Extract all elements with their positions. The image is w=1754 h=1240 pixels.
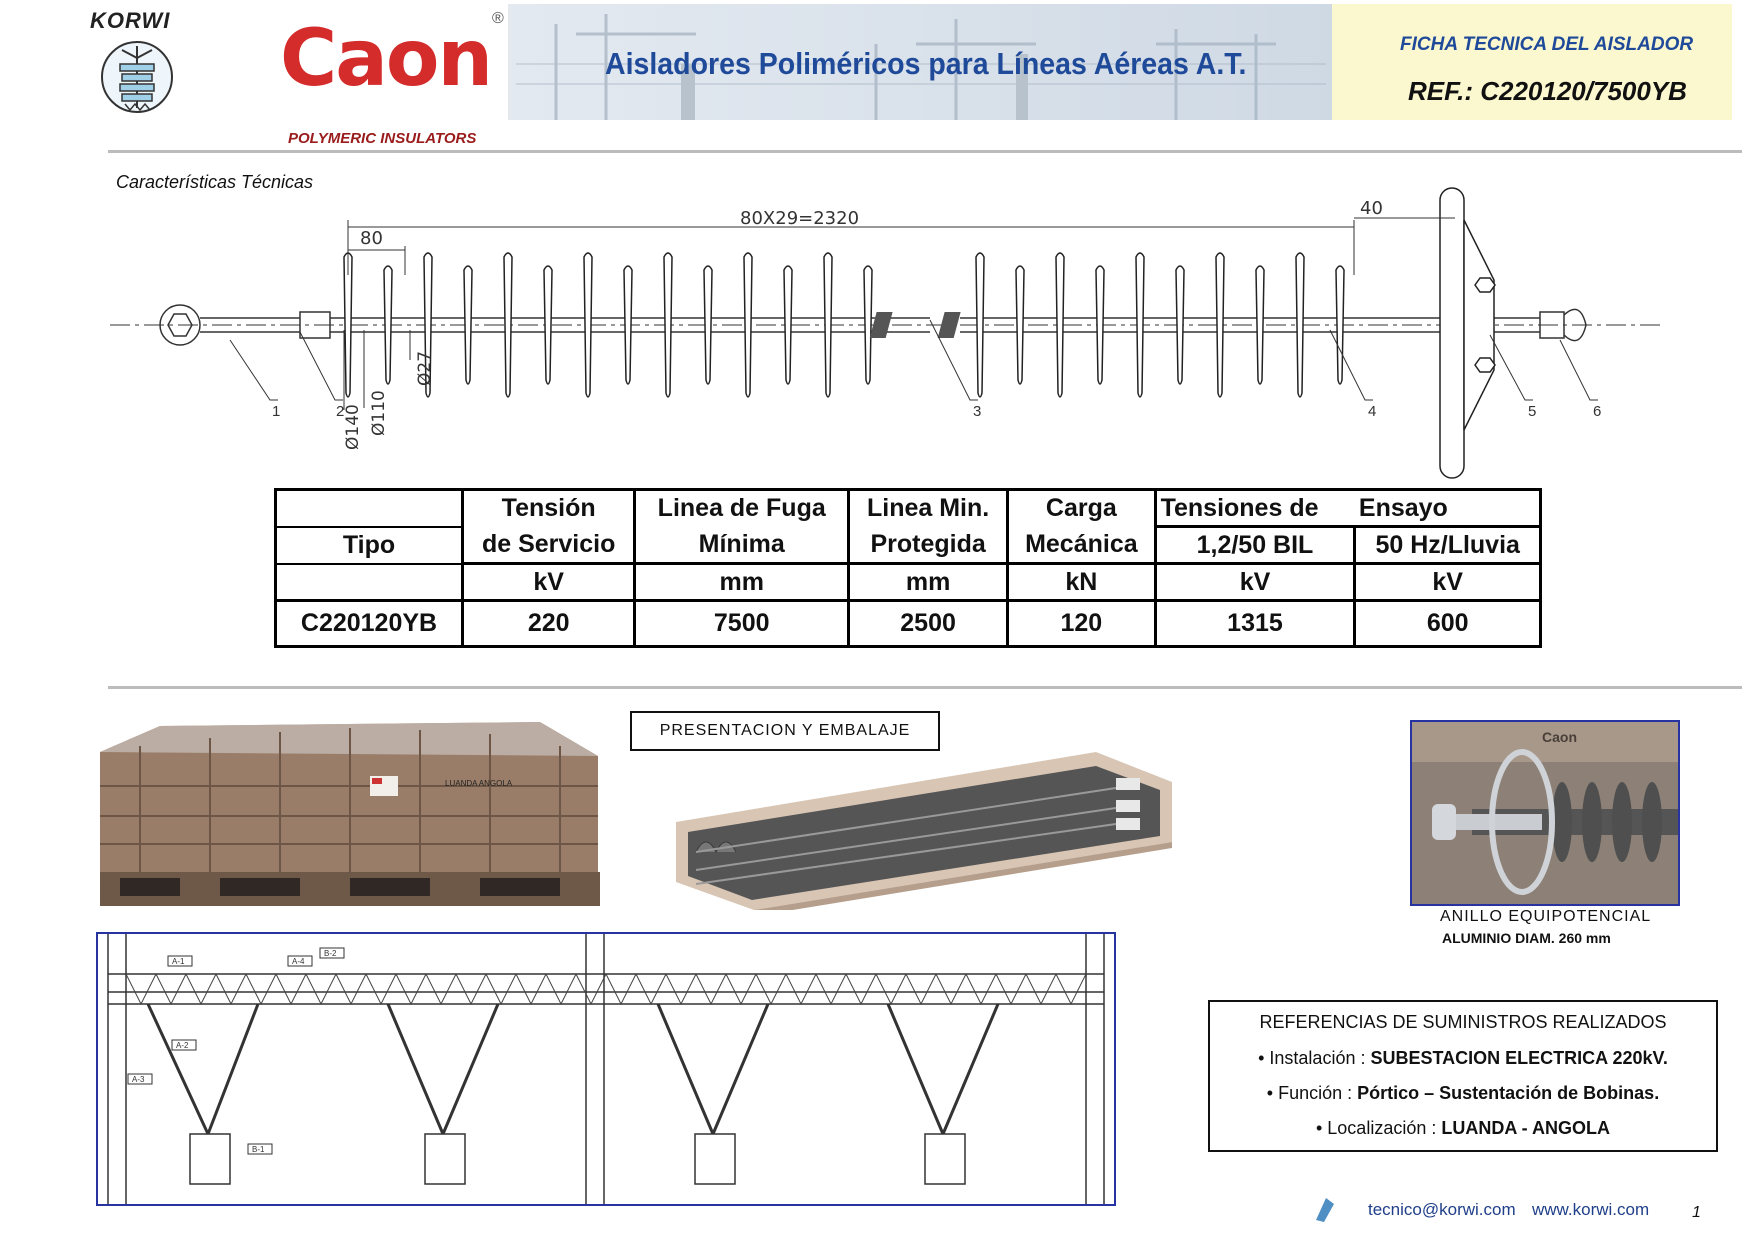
referencias-box: [1208, 1000, 1718, 1152]
shed: [704, 266, 712, 384]
tag-a2: A-2: [176, 1041, 189, 1050]
th-fuga-unit: mm: [635, 564, 849, 601]
callout-4: 4: [1368, 403, 1377, 420]
th-ensayo-a: Tensiones de: [1155, 490, 1355, 527]
th-bil: 1,2/50 BIL: [1155, 527, 1355, 564]
th-blank: [276, 490, 463, 527]
callout-3: 3: [973, 403, 982, 420]
truss-lattice: [126, 974, 1086, 1004]
ring-caption-2: ALUMINIO DIAM. 260 mm: [1442, 930, 1611, 946]
th-min-2: Protegida: [849, 527, 1008, 564]
middle-divider: [108, 686, 1742, 689]
insulator-drawing: [100, 180, 1660, 480]
page-title: Aisladores Poliméricos para Líneas Aéreas A.T.: [605, 46, 1247, 81]
l2-label: • Función :: [1266, 1083, 1358, 1103]
tag-a4: A-4: [292, 957, 305, 966]
ring-caption-1: ANILLO EQUIPOTENCIAL: [1440, 908, 1652, 925]
shed: [1056, 253, 1064, 397]
referencias-line-2: [1210, 1083, 1716, 1104]
th-min: Linea Min.: [849, 490, 1008, 527]
crate-photo: [676, 752, 1206, 910]
tag-b2: B-2: [324, 949, 337, 958]
shed: [1176, 266, 1184, 384]
th-tension-2: de Servicio: [463, 527, 635, 564]
l1-label: • Instalación :: [1258, 1048, 1371, 1068]
shed: [504, 253, 512, 397]
svg-text:Caon: Caon: [1542, 729, 1577, 745]
shed: [1216, 253, 1224, 397]
shed: [664, 253, 672, 397]
l1-value: SUBESTACION ELECTRICA 220kV.: [1370, 1048, 1668, 1068]
shed: [976, 253, 984, 397]
th-tipo: Tipo: [276, 527, 463, 564]
cell-min: 2500: [849, 601, 1008, 647]
tag-b1: B-1: [252, 1145, 265, 1154]
th-carga-2: Mecánica: [1008, 527, 1155, 564]
cell-tipo: C220120YB: [276, 601, 463, 647]
pallet-photo: [100, 716, 600, 906]
registered-mark: ®: [492, 10, 504, 27]
korwi-logo-icon: [98, 38, 176, 116]
shed: [784, 266, 792, 384]
pallet-label: LUANDA ANGOLA: [445, 779, 513, 788]
callout-5: 5: [1528, 403, 1537, 420]
shed: [1336, 266, 1344, 384]
dia-110: Ø110: [369, 390, 389, 436]
shed: [544, 266, 552, 384]
shed: [744, 253, 752, 397]
cell-bil: 1315: [1155, 601, 1355, 647]
shed: [464, 266, 472, 384]
th-tension: Tensión: [463, 490, 635, 527]
reference-code: REF.: C220120/7500YB: [1408, 76, 1687, 106]
shed: [584, 253, 592, 397]
th-lluvia-unit: kV: [1355, 564, 1541, 601]
footer-email[interactable]: tecnico@korwi.com: [1368, 1200, 1516, 1219]
th-ensayo-b: Ensayo: [1355, 490, 1541, 527]
callout-6: 6: [1593, 403, 1602, 420]
dia-27: Ø27: [415, 350, 435, 386]
shed: [1136, 253, 1144, 397]
presentacion-label: PRESENTACION Y EMBALAJE: [630, 711, 940, 751]
referencias-line-3: [1210, 1118, 1716, 1139]
dim-end: 40: [1360, 198, 1383, 219]
cell-tension: 220: [463, 601, 635, 647]
th-carga-unit: kN: [1008, 564, 1155, 601]
callout-2: 2: [336, 403, 345, 420]
ring-photo: [1410, 720, 1680, 906]
shed: [1096, 266, 1104, 384]
footer-logo-icon: [1312, 1194, 1338, 1224]
th-fuga: Linea de Fuga: [635, 490, 849, 527]
tag-a3: A-3: [132, 1075, 145, 1084]
cell-carga: 120: [1008, 601, 1155, 647]
cell-fuga: 7500: [635, 601, 849, 647]
ficha-label: FICHA TECNICA DEL AISLADOR: [1400, 34, 1694, 55]
dim-span: 80X29=2320: [740, 208, 860, 229]
caon-logo: Caon: [280, 14, 491, 104]
spec-table: [274, 488, 1542, 648]
l3-value: LUANDA - ANGOLA: [1441, 1118, 1611, 1138]
callout-1: 1: [272, 403, 281, 420]
th-min-unit: mm: [849, 564, 1008, 601]
dim-pitch: 80: [360, 228, 383, 249]
th-bil-unit: kV: [1155, 564, 1355, 601]
shed: [1016, 266, 1024, 384]
th-unit-blank: [276, 564, 463, 601]
dia-140: Ø140: [343, 404, 363, 450]
referencias-title: REFERENCIAS DE SUMINISTROS REALIZADOS: [1259, 1012, 1667, 1032]
th-fuga-2: Mínima: [635, 527, 849, 564]
shed: [384, 266, 392, 384]
polymeric-insulators-label: POLYMERIC INSULATORS: [288, 130, 477, 147]
korwi-wordmark: KORWI: [90, 8, 171, 33]
referencias-line-1: [1210, 1048, 1716, 1069]
shed: [864, 266, 872, 384]
l2-value: Pórtico – Sustentación de Bobinas.: [1357, 1083, 1660, 1103]
portico-structure-drawing: [96, 932, 1116, 1206]
th-tension-unit: kV: [463, 564, 635, 601]
top-divider: [108, 150, 1742, 153]
th-lluvia: 50 Hz/Lluvia: [1355, 527, 1541, 564]
tag-a1: A-1: [172, 957, 185, 966]
shed: [824, 253, 832, 397]
shed: [1296, 253, 1304, 397]
th-carga: Carga: [1008, 490, 1155, 527]
l3-label: • Localización :: [1315, 1118, 1442, 1138]
shed: [624, 266, 632, 384]
footer-website[interactable]: www.korwi.com: [1532, 1200, 1650, 1219]
cell-lluvia: 600: [1355, 601, 1541, 647]
section-title: Características Técnicas: [116, 172, 314, 192]
shed: [1256, 266, 1264, 384]
page-number: 1: [1692, 1204, 1701, 1221]
